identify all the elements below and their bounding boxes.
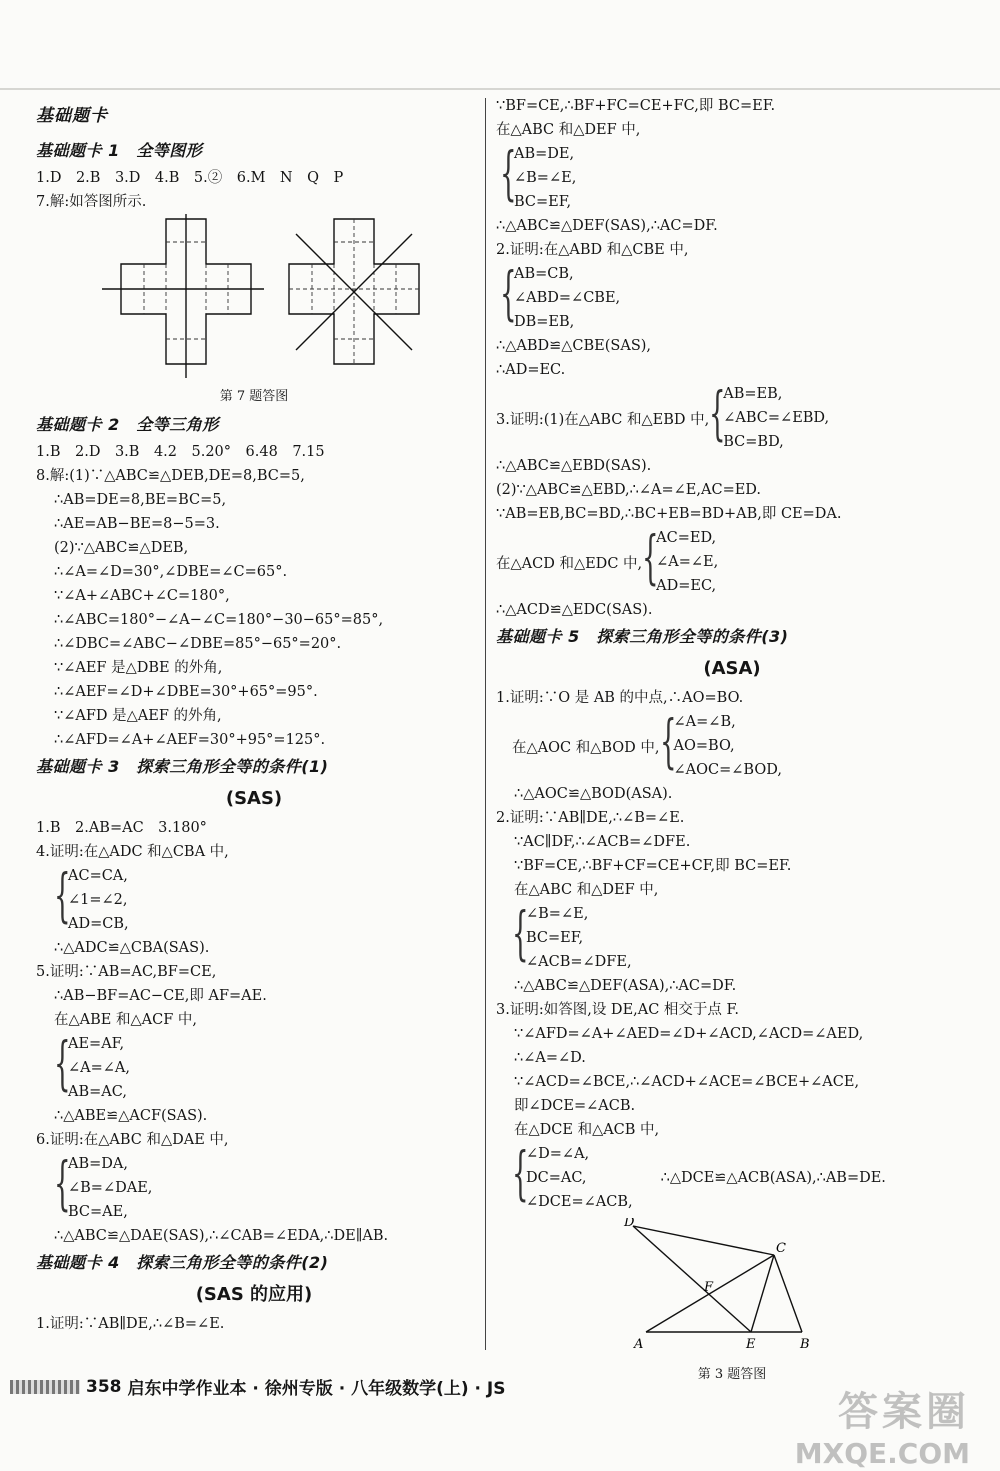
card3-q5-conclusion: ∴△ABE≌△ACF(SAS).	[54, 1108, 208, 1124]
card5-figure-caption: 第 3 题答图	[697, 1367, 767, 1382]
card5-q2-system	[496, 899, 968, 974]
card2-line: ∴∠ABC=180°−∠A−∠C=180°−30−65°=85°,	[54, 612, 384, 628]
system-line: ∠1=∠2,	[68, 892, 128, 908]
card5-q3-line: ∴∠A=∠D.	[514, 1050, 586, 1066]
card4-q3-prefix: 3.证明:(1)在△ABC 和△EBD 中,	[496, 411, 710, 428]
system-line: AB=DA,	[68, 1156, 128, 1172]
card5-q3-line: 3.证明:如答图,设 DE,AC 相交于点 F.	[496, 1002, 739, 1018]
card2-line: (2)∵△ABC≌△DEB,	[54, 540, 189, 556]
card5-q2-conclusion: ∴△ABC≌△DEF(ASA),∴AC=DF.	[514, 978, 737, 994]
system-line: ∠A=∠A,	[68, 1060, 131, 1076]
card1-figure-caption: 第 7 题答图	[219, 389, 289, 404]
page-section-title: 基础题卡	[36, 106, 108, 126]
card5-q3-line: 在△DCE 和△ACB 中,	[514, 1122, 660, 1138]
system-line: ∠B=∠DAE,	[68, 1180, 153, 1196]
system-line: DB=EB,	[514, 314, 575, 330]
brace-glyph: {	[642, 523, 659, 591]
system-line: BC=BD,	[723, 434, 784, 450]
book-title: 启东中学作业本 · 徐州专版 · 八年级数学(上) · JS	[127, 1379, 506, 1399]
system-line: AD=CB,	[68, 916, 129, 932]
system-line: AB=DE,	[514, 146, 575, 162]
card5-q3-system	[496, 1139, 968, 1214]
card2-line: ∴AE=AB−BE=8−5=3.	[54, 516, 220, 532]
card1-q7: 7.解:如答图所示.	[36, 194, 147, 210]
system-line: AC=CA,	[68, 868, 128, 884]
system-line: ∠ACB=∠DFE,	[526, 954, 632, 970]
system-line: AC=ED,	[656, 530, 717, 546]
system-line: ∠DCE=∠ACB,	[526, 1194, 633, 1210]
card3-q5-line: 5.证明:∵AB=AC,BF=CE,	[36, 964, 217, 980]
card4-q3-line: ∵AB=EB,BC=BD,∴BC+EB=BD+AB,即 CE=DA.	[496, 506, 842, 522]
card5-q2-line: 在△ABC 和△DEF 中,	[514, 882, 659, 898]
card3-q4-system	[36, 861, 472, 936]
system-line: ∠A=∠E,	[656, 554, 719, 570]
brace-glyph: {	[500, 259, 517, 327]
left-column	[36, 102, 472, 1336]
brace-glyph: {	[512, 899, 529, 967]
card3-q5-line: 在△ABE 和△ACF 中,	[54, 1012, 197, 1028]
card5-q3-line: ∵∠AFD=∠A+∠AED=∠D+∠ACD,∠ACD=∠AED,	[514, 1026, 864, 1042]
watermark-logo-text: 答案圈	[838, 1389, 970, 1435]
card4-q3-conclusion: ∴△ACD≌△EDC(SAS).	[496, 602, 653, 618]
right-column	[496, 94, 968, 1388]
card4-q1-start: 1.证明:∵AB∥DE,∴∠B=∠E.	[36, 1316, 225, 1332]
page-footer	[10, 1374, 506, 1399]
system-line: ∠A=∠B,	[673, 714, 736, 730]
triangle-figure	[496, 1218, 968, 1358]
system-line: BC=EF,	[514, 194, 572, 210]
card3-q6-intro: 6.证明:在△ABC 和△DAE 中,	[36, 1132, 229, 1148]
card4-q2-conclusion: ∴AD=EC.	[496, 362, 566, 378]
brace-glyph: {	[709, 379, 726, 447]
card2-line: ∴∠DBC=∠ABC−∠DBE=85°−65°=20°.	[54, 636, 342, 652]
system-line: ∠ABC=∠EBD,	[723, 410, 830, 426]
system-line: ∠ABD=∠CBE,	[514, 290, 621, 306]
card2-title: 基础题卡 2 全等三角形	[36, 415, 219, 434]
card1-title: 基础题卡 1 全等图形	[36, 141, 203, 160]
brace-glyph: {	[512, 1139, 529, 1207]
segment-DC	[633, 1226, 774, 1255]
card4-q3-line: ∴△ABC≌△EBD(SAS).	[496, 458, 652, 474]
card5-q2-line: ∵BF=CE,∴BF+CF=CE+CF,即 BC=EF.	[514, 858, 792, 874]
card5-q3-line: ∵∠ACD=∠BCE,∴∠ACD+∠ACE=∠BCE+∠ACE,	[514, 1074, 860, 1090]
card4-system1	[496, 139, 968, 214]
segment-CB	[774, 1255, 802, 1332]
card3-q4-conclusion: ∴△ADC≌△CBA(SAS).	[54, 940, 210, 956]
card4-q3-system2	[496, 523, 968, 598]
card4-q3-system	[496, 379, 968, 454]
card2-line: ∵∠A+∠ABC+∠C=180°,	[54, 588, 230, 604]
watermark	[795, 1380, 970, 1470]
card4-subtitle: (SAS 的应用)	[195, 1284, 313, 1305]
system-line: AD=EC,	[656, 578, 717, 594]
system-line: DC=AC,	[526, 1170, 587, 1186]
card3-q6-system	[36, 1149, 472, 1224]
label-B: B	[800, 1337, 810, 1352]
card5-subtitle: (ASA)	[703, 658, 761, 679]
card3-q4-intro: 4.证明:在△ADC 和△CBA 中,	[36, 844, 229, 860]
system-line: BC=EF,	[526, 930, 584, 946]
card4-cont-line: ∵BF=CE,∴BF+FC=CE+FC,即 BC=EF.	[496, 98, 776, 114]
card2-line: 8.解:(1)∵△ABC≌△DEB,DE=8,BC=5,	[36, 468, 305, 484]
card2-line: ∵∠AFD 是△AEF 的外角,	[54, 708, 222, 724]
card4-cont-line: 在△ABC 和△DEF 中,	[496, 122, 641, 138]
card4-title: 基础题卡 4 探索三角形全等的条件(2)	[36, 1253, 329, 1272]
system-line: AB=CB,	[514, 266, 574, 282]
card3-q5-line: ∴AB−BF=AC−CE,即 AF=AE.	[54, 988, 267, 1004]
card5-title: 基础题卡 5 探索三角形全等的条件(3)	[496, 627, 789, 646]
card3-q5-system	[36, 1029, 472, 1104]
card2-line: ∴∠AEF=∠D+∠DBE=30°+65°=95°.	[54, 684, 318, 700]
card3-answers: 1.B 2.AB=AC 3.180°	[36, 820, 207, 836]
card2-answers: 1.B 2.D 3.B 4.2 5.20° 6.48 7.15	[36, 444, 325, 460]
system-line: AE=AF,	[68, 1036, 125, 1052]
label-D: D	[624, 1218, 635, 1230]
label-F: F	[704, 1280, 714, 1295]
system-line: AB=AC,	[68, 1084, 127, 1100]
page-number: 358	[86, 1376, 122, 1397]
card5-q1-line: 1.证明:∵O 是 AB 的中点,∴AO=BO.	[496, 690, 744, 706]
watermark-url: MXQE.COM	[794, 1437, 970, 1470]
brace-glyph: {	[54, 1149, 71, 1217]
top-rule	[0, 88, 1000, 90]
card5-q2-line: 2.证明:∵AB∥DE,∴∠B=∠E.	[496, 810, 685, 826]
label-A: A	[634, 1337, 644, 1352]
system-line: BC=AE,	[68, 1204, 128, 1220]
brace-glyph: {	[659, 707, 677, 775]
card3-title: 基础题卡 3 探索三角形全等的条件(1)	[36, 757, 329, 776]
card5-q1-conclusion: ∴△AOC≌△BOD(ASA).	[514, 786, 673, 802]
card2-line: ∵∠AEF 是△DBE 的外角,	[54, 660, 223, 676]
footer-pattern-icon	[10, 1380, 80, 1394]
label-E: E	[746, 1337, 756, 1352]
label-C: C	[776, 1241, 786, 1256]
card4-q2-conclusion: ∴△ABD≌△CBE(SAS),	[496, 338, 652, 354]
system-line: AO=BO,	[673, 738, 735, 754]
card4-q2-intro: 2.证明:在△ABD 和△CBE 中,	[496, 242, 689, 258]
card5-q1-system	[496, 707, 968, 782]
card3-subtitle: (SAS)	[225, 788, 283, 809]
system-line: AB=EB,	[723, 386, 783, 402]
card2-line: ∴AB=DE=8,BE=BC=5,	[54, 492, 227, 508]
system-line: ∠B=∠E,	[526, 906, 589, 922]
card4-system2	[496, 259, 968, 334]
system-line: ∠D=∠A,	[526, 1146, 590, 1162]
brace-glyph: {	[500, 139, 517, 207]
brace-glyph: {	[54, 1029, 71, 1097]
system-line: ∠AOC=∠BOD,	[673, 762, 782, 778]
card5-q3-line: 即∠DCE=∠ACB.	[514, 1098, 636, 1114]
card5-q3-conclusion: ∴△DCE≌△ACB(ASA),∴AB=DE.	[660, 1170, 886, 1186]
card3-q6-conclusion: ∴△ABC≌△DAE(SAS),∴∠CAB=∠EDA,∴DE∥AB.	[54, 1228, 389, 1244]
system-line: ∠B=∠E,	[514, 170, 577, 186]
card2-line: ∴∠A=∠D=30°,∠DBE=∠C=65°.	[54, 564, 288, 580]
card5-q1-sys-prefix: 在△AOC 和△BOD 中,	[512, 739, 660, 756]
card4-conclusion1: ∴△ABC≌△DEF(SAS),∴AC=DF.	[496, 218, 718, 234]
brace-glyph: {	[54, 861, 71, 929]
card4-q3-sys-prefix: 在△ACD 和△EDC 中,	[496, 555, 643, 572]
card4-q3-line: (2)∵△ABC≌△EBD,∴∠A=∠E,AC=ED.	[496, 482, 762, 498]
cross-figures	[36, 214, 472, 380]
card1-answers: 1.D 2.B 3.D 4.B 5.② 6.M N Q P	[36, 170, 344, 186]
card2-line: ∴∠AFD=∠A+∠AEF=30°+95°=125°.	[54, 732, 326, 748]
column-divider	[485, 98, 486, 1350]
card5-q2-line: ∵AC∥DF,∴∠ACB=∠DFE.	[514, 834, 691, 850]
